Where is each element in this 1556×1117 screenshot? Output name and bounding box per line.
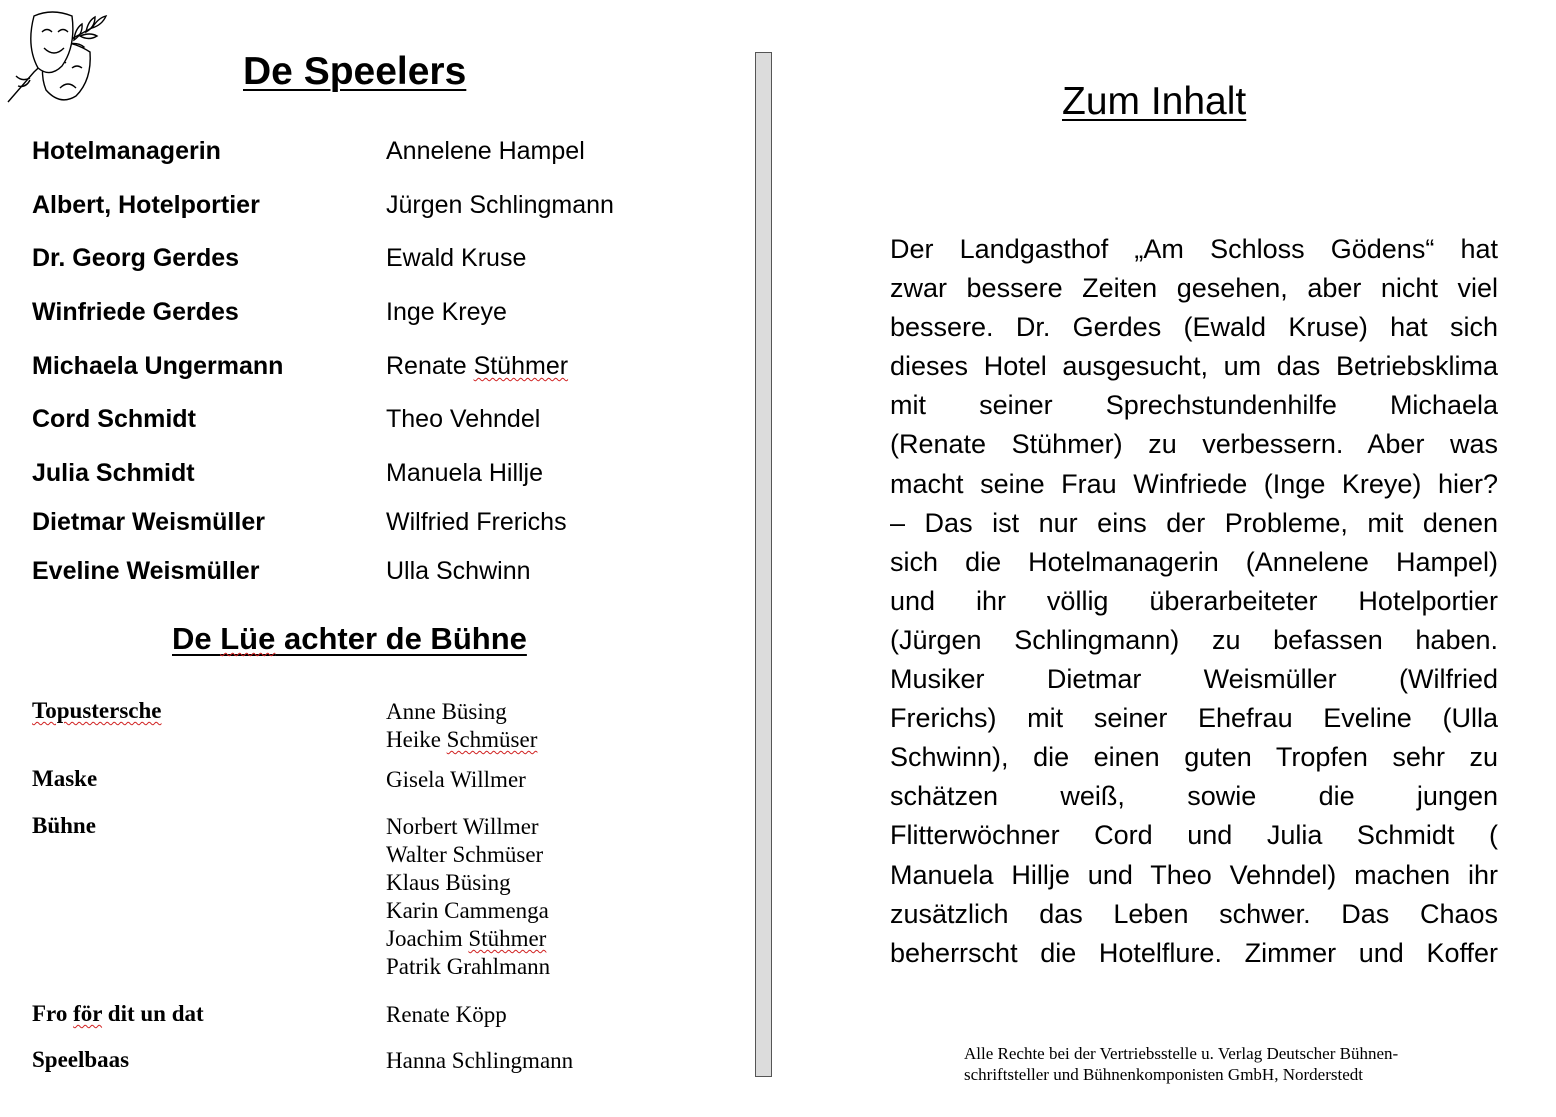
cast-row: [32, 459, 712, 495]
crew-name: Anne Büsing: [386, 699, 507, 724]
crew-names: [386, 1047, 573, 1075]
crew-role: Topustersche: [32, 698, 162, 723]
cast-row: [32, 137, 712, 173]
synopsis-line: Frerichs) mit seiner Ehefrau Eveline (Ulla: [890, 703, 1498, 734]
copyright-line: schriftsteller und Bühnenkomponisten GmbH, Norderstedt: [964, 1065, 1363, 1084]
cast-actor-last: Stühmer: [473, 352, 569, 380]
synopsis-line: und ihr völlig überarbeiteter Hotelportier: [890, 585, 1498, 616]
crew-role-pre: Fro: [32, 1001, 74, 1026]
crew-role: Bühne: [32, 813, 96, 838]
crew-name: Renate Köpp: [386, 1002, 507, 1027]
crew-title: [172, 621, 527, 657]
cast-role: Michaela Ungermann: [32, 352, 284, 380]
crew-role-post: dit un dat: [102, 1001, 204, 1026]
crew-title-pre: De: [172, 621, 221, 656]
cast-actor: Annelene Hampel: [386, 137, 585, 165]
cast-actor-first: Renate: [386, 352, 474, 380]
cast-row: [32, 298, 712, 334]
crew-names: [386, 1001, 507, 1029]
cast-actor: Theo Vehndel: [386, 405, 541, 433]
cast-row: [32, 508, 712, 544]
synopsis-line: bessere. Dr. Gerdes (Ewald Kruse) hat sich: [890, 312, 1498, 343]
cast-title: De Speelers: [243, 50, 467, 93]
cast-actor: Ulla Schwinn: [386, 557, 531, 585]
synopsis-line: (Jürgen Schlingmann) zu befassen haben.: [890, 624, 1498, 655]
cast-row: [32, 191, 712, 227]
cast-row: [32, 352, 712, 388]
cast-role: Albert, Hotelportier: [32, 191, 260, 219]
copyright-note: [964, 1043, 1398, 1085]
synopsis-line: zusätzlich das Leben schwer. Das Chaos: [890, 898, 1498, 929]
synopsis-line: – Das ist nur eins der Probleme, mit denen: [890, 507, 1498, 538]
synopsis-line: mit seiner Sprechstundenhilfe Michaela: [890, 390, 1498, 421]
synopsis-line: zwar bessere Zeiten gesehen, aber nicht viel: [890, 273, 1498, 304]
crew-role: Maske: [32, 766, 98, 791]
synopsis-line: Schwinn), die einen guten Tropfen sehr zu: [890, 742, 1498, 773]
cast-actor: Manuela Hillje: [386, 459, 544, 487]
synopsis-line: Manuela Hillje und Theo Vehndel) machen ihr: [890, 859, 1498, 890]
crew-names: [386, 698, 537, 754]
cast-actor: Ewald Kruse: [386, 244, 527, 272]
cast-actor: [386, 352, 568, 381]
crew-name: Patrik Grahlmann: [386, 954, 551, 979]
cast-actor: Inge Kreye: [386, 298, 507, 326]
page-divider: [755, 52, 772, 1077]
synopsis-line: macht seine Frau Winfriede (Inge Kreye) hier?: [890, 468, 1498, 499]
cast-role: Eveline Weismüller: [32, 557, 260, 585]
cast-row: [32, 557, 712, 593]
crew-name: Gisela Willmer: [386, 767, 526, 792]
cast-row: [32, 244, 712, 280]
cast-actor: Wilfried Frerichs: [386, 508, 567, 536]
crew-title-spell: Lüe: [220, 621, 276, 656]
cast-role: Cord Schmidt: [32, 405, 196, 433]
cast-actor: Jürgen Schlingmann: [386, 191, 614, 219]
synopsis-title: Zum Inhalt: [1062, 80, 1247, 123]
theater-masks-icon: [4, 8, 114, 108]
crew-name: Heike Schmüser: [386, 727, 538, 752]
cast-role: Julia Schmidt: [32, 459, 195, 487]
cast-row: [32, 405, 712, 441]
crew-names: [386, 766, 526, 794]
cast-role: Dr. Georg Gerdes: [32, 244, 240, 272]
synopsis-line: Flitterwöchner Cord und Julia Schmidt (: [890, 820, 1498, 851]
synopsis-line: sich die Hotelmanagerin (Annelene Hampel): [890, 546, 1498, 577]
crew-name: Walter Schmüser: [386, 842, 544, 867]
synopsis-line: (Renate Stühmer) zu verbessern. Aber was: [890, 429, 1498, 460]
crew-role: Speelbaas: [32, 1047, 130, 1072]
synopsis-line: schätzen weiß, sowie die jungen: [890, 781, 1498, 812]
synopsis-line: beherrscht die Hotelflure. Zimmer und Koffer: [890, 937, 1498, 968]
crew-name: Klaus Büsing: [386, 870, 511, 895]
crew-name: Hanna Schlingmann: [386, 1048, 574, 1073]
crew-role-spell: för: [73, 1001, 103, 1026]
cast-role: Winfriede Gerdes: [32, 298, 239, 326]
copyright-line: Alle Rechte bei der Vertriebsstelle u. Verlag Deutscher Bühnen-: [964, 1044, 1399, 1063]
cast-role: Dietmar Weismüller: [32, 508, 265, 536]
crew-name: Norbert Willmer: [386, 814, 539, 839]
crew-name: Karin Cammenga: [386, 898, 549, 923]
synopsis-text: [890, 230, 1498, 973]
crew-title-post: achter de Bühne: [275, 621, 527, 656]
crew-name: Joachim Stühmer: [386, 926, 547, 951]
crew-names: [386, 813, 550, 981]
synopsis-line: dieses Hotel ausgesucht, um das Betriebsklima: [890, 351, 1498, 382]
synopsis-line: Der Landgasthof „Am Schloss Gödens“ hat: [890, 234, 1498, 264]
synopsis-line: Musiker Dietmar Weismüller (Wilfried: [890, 664, 1498, 695]
cast-role: Hotelmanagerin: [32, 137, 221, 165]
crew-role: [32, 1001, 204, 1027]
